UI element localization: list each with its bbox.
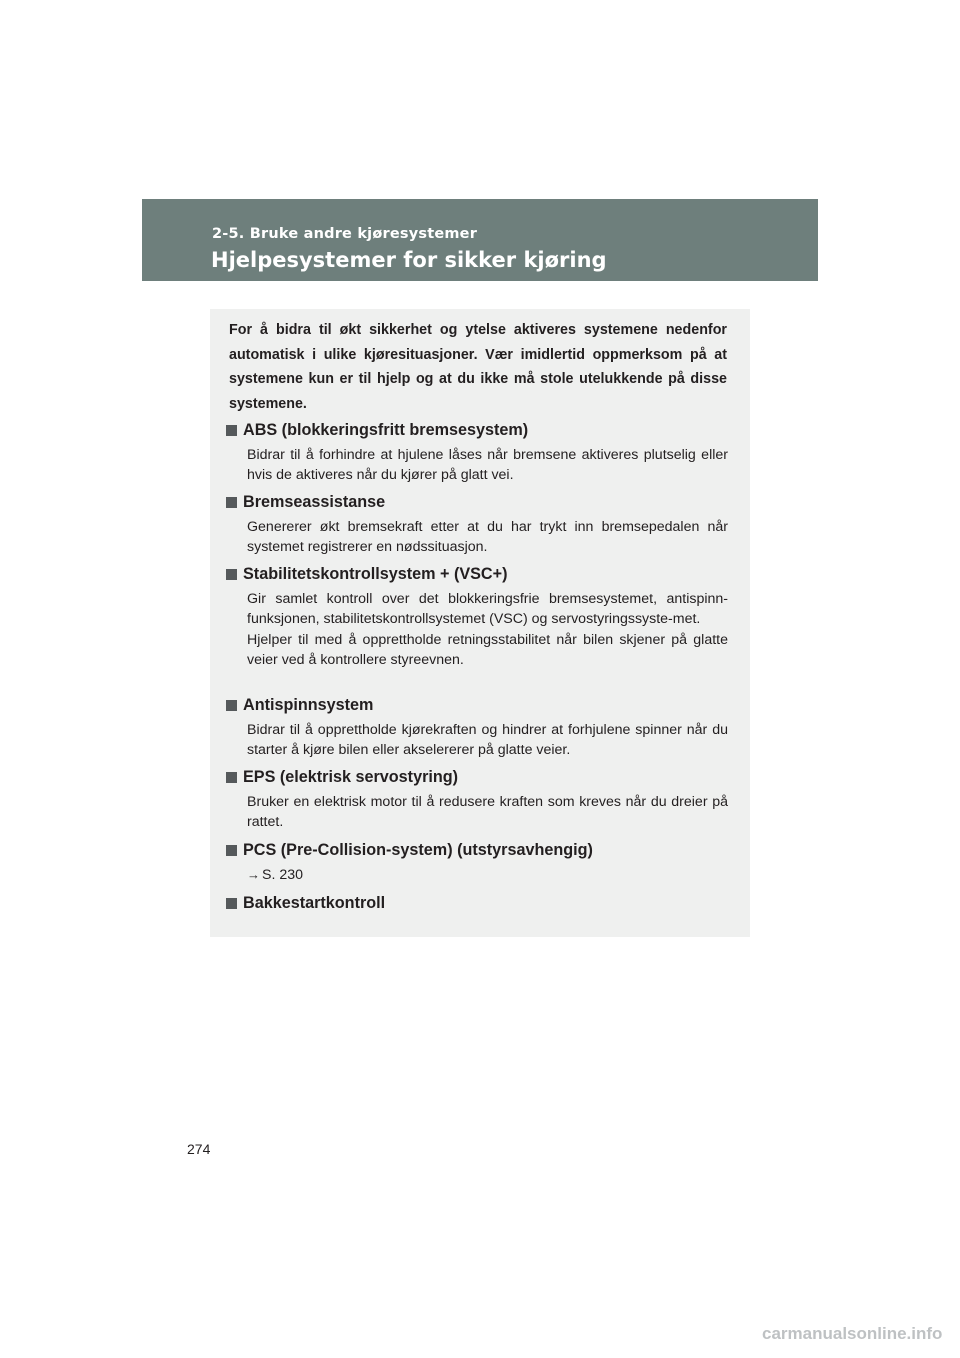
section-body: Bidrar til å forhindre at hjulene låses når bremsene aktiveres plutselig eller hvis de aktiveres når du kjører på glatt vei.: [247, 447, 728, 484]
section-title: EPS (elektrisk servostyring): [243, 767, 459, 786]
section-title: PCS (Pre-Collision-system) (utstyrsavhengig): [243, 840, 593, 859]
section-title: Stabilitetskontrollsystem + (VSC+): [243, 564, 508, 583]
section-abs: [226, 419, 728, 486]
square-bullet-icon: [226, 700, 237, 711]
section-traction-control: [226, 694, 728, 761]
section-eps: [226, 766, 728, 833]
section-body: [247, 865, 728, 885]
chapter-header: [142, 199, 818, 281]
section-brake-assist: [226, 491, 728, 558]
square-bullet-icon: [226, 569, 237, 580]
section-heading: [226, 694, 728, 716]
square-bullet-icon: [226, 497, 237, 508]
section-body: [247, 589, 728, 670]
section-heading: [226, 419, 728, 441]
square-bullet-icon: [226, 898, 237, 909]
section-pcs: [226, 839, 728, 885]
section-body: Bidrar til å opprettholde kjørekraften og hindrer at forhjulene spinner når du starter å kjøre bilen eller akselererer på glatte veier.: [247, 722, 728, 759]
section-hill-start: [226, 892, 728, 914]
square-bullet-icon: [226, 425, 237, 436]
page-reference-link[interactable]: S. 230: [262, 867, 304, 883]
section-title: Antispinnsystem: [243, 695, 374, 714]
section-vsc: [226, 563, 728, 670]
section-heading: [226, 839, 728, 861]
section-heading: [226, 563, 728, 585]
page-number: 274: [187, 1141, 211, 1157]
square-bullet-icon: [226, 772, 237, 783]
section-body: Genererer økt bremsekraft etter at du har trykt inn bremsepedalen når systemet registrerer en nødssituasjon.: [247, 519, 728, 556]
right-arrow-icon: →: [247, 867, 260, 882]
section-paragraph: Hjelper til med å opprettholde retningsstabilitet når bilen skjener på glatte veier ved å kontrollere styreevnen.: [247, 631, 728, 668]
section-heading: [226, 766, 728, 788]
content-box: [210, 309, 750, 937]
section-heading: [226, 491, 728, 513]
page-title: Hjelpesystemer for sikker kjøring: [211, 248, 607, 272]
intro-paragraph: For å bidra til økt sikkerhet og ytelse aktiveres systemene nedenfor automatisk i ulike kjøresituasjoner. Vær imidlertid oppmerksom på at systemene kun er til hjelp og at du ikke må stole utelukkende på disse systemene.: [229, 322, 727, 412]
section-paragraph: Gir samlet kontroll over det blokkeringsfrie bremsesystemet, antispinn-funksjonen, stabilitetskontrollsystemet (VSC) og servostyringssyste-met.: [247, 591, 728, 628]
section-title: Bremseassistanse: [243, 492, 386, 511]
square-bullet-icon: [226, 845, 237, 856]
section-title: Bakkestartkontroll: [243, 893, 386, 912]
section-body: Bruker en elektrisk motor til å redusere kraften som kreves når du dreier på rattet.: [247, 794, 728, 831]
section-heading: [226, 892, 728, 914]
watermark: carmanualsonline.info: [762, 1324, 943, 1343]
section-title: ABS (blokkeringsfritt bremsesystem): [243, 420, 529, 439]
section-label: 2-5. Bruke andre kjøresystemer: [212, 226, 478, 242]
